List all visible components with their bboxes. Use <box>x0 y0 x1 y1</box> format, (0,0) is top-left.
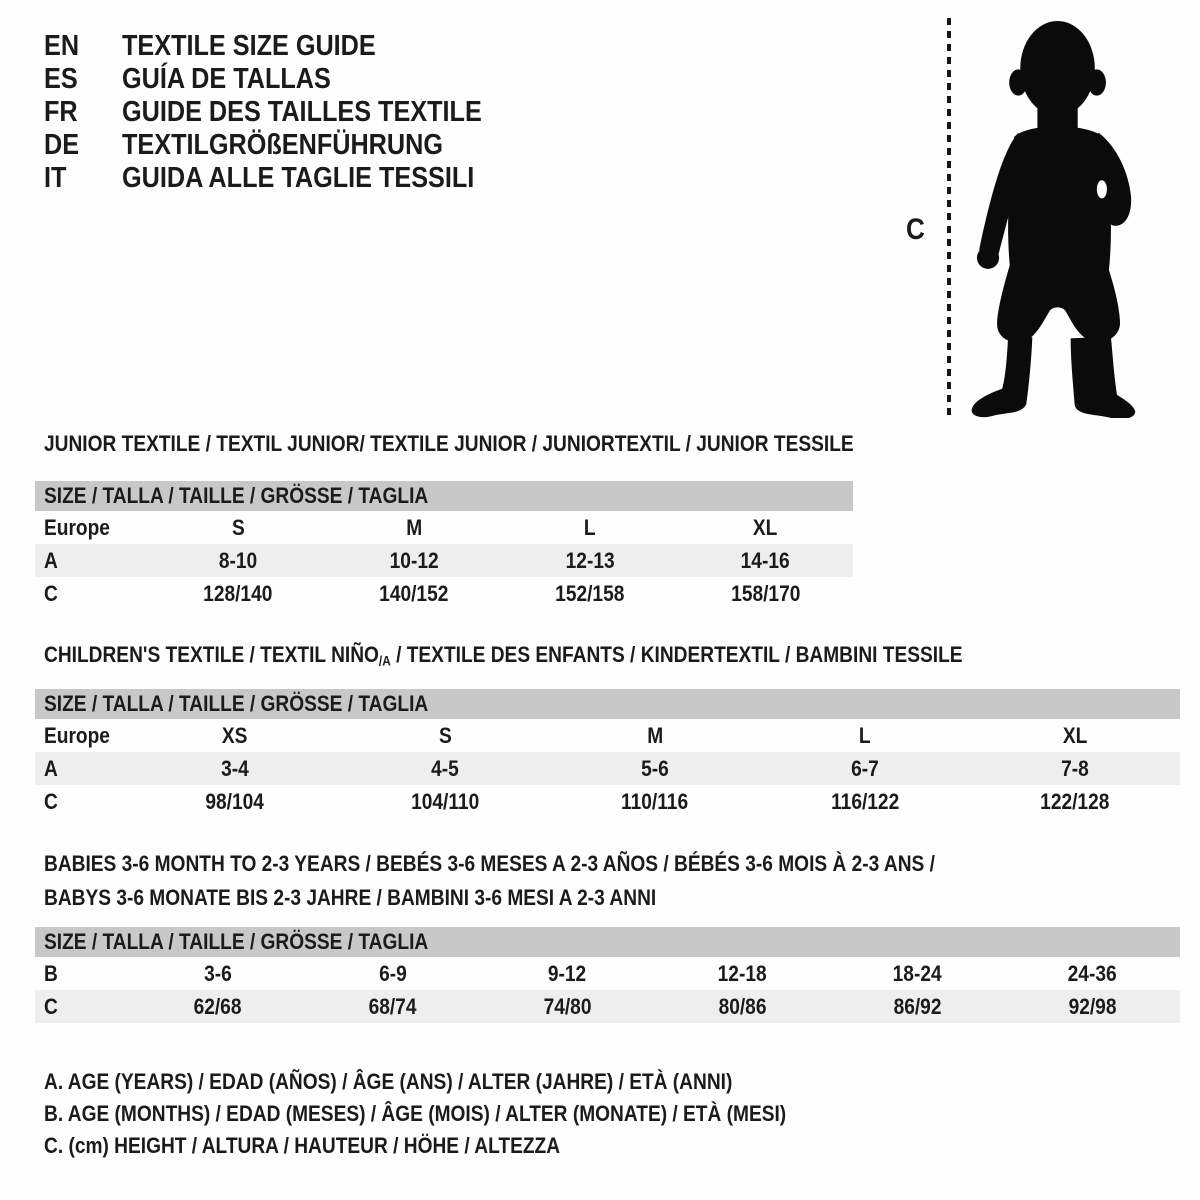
language-title: GUIDA ALLE TAGLIE TESSILI <box>122 162 475 194</box>
row-label-cell: B <box>44 960 58 986</box>
size-value-cell: 3-6 <box>203 960 232 986</box>
junior-size-table <box>35 481 853 610</box>
table-row <box>35 990 1180 1023</box>
size-value-cell: 122/128 <box>1040 788 1110 814</box>
table-size-header: SIZE / TALLA / TAILLE / GRÖSSE / TAGLIA <box>35 481 853 511</box>
size-value-cell: L <box>859 722 871 748</box>
language-code: DE <box>44 129 80 161</box>
toddler-silhouette-icon <box>962 20 1142 418</box>
legend <box>44 1066 897 1162</box>
size-value-cell: 74/80 <box>480 990 655 1023</box>
row-label-cell: Europe <box>44 514 110 540</box>
language-row <box>44 96 536 129</box>
size-value-cell: 104/110 <box>410 788 480 814</box>
size-value-cell: 4-5 <box>340 752 550 785</box>
section-title-children: CHILDREN'S TEXTILE / TEXTIL $NIÑO_{/A}$ / TEXTILE DES ENFANTS / KINDERTEXTIL / BAMBINI TESSILE <box>44 642 963 669</box>
size-value-cell: 3-4 <box>130 752 340 785</box>
language-code: FR <box>44 96 78 128</box>
language-row <box>44 63 536 96</box>
babies-size-table <box>35 927 1180 1023</box>
legend-line-b: B. AGE (MONTHS) / EDAD (MESES) / ÂGE (MOIS) / ALTER (MONATE) / ETÀ (MESI) <box>44 1101 787 1126</box>
children-size-table <box>35 689 1180 818</box>
language-code: IT <box>44 162 67 194</box>
size-value-cell: 14-16 <box>678 544 853 577</box>
size-value-cell: 152/158 <box>555 580 625 606</box>
height-measure-line <box>947 18 951 416</box>
size-value-cell: M <box>647 722 663 748</box>
language-title: GUÍA DE TALLAS <box>122 63 331 95</box>
size-value-cell: 110/116 <box>621 788 689 814</box>
nino-a-subscript: /A <box>378 653 391 669</box>
language-title-list <box>44 30 536 195</box>
size-value-cell: 12-18 <box>718 960 767 986</box>
size-value-cell: M <box>406 514 422 540</box>
language-row <box>44 129 536 162</box>
size-value-cell: 12-13 <box>502 544 678 577</box>
language-code: ES <box>44 63 78 95</box>
size-value-cell: 5-6 <box>550 752 760 785</box>
table-row <box>35 785 1180 818</box>
row-label-cell: C <box>35 990 130 1023</box>
row-label-cell: C <box>44 788 58 814</box>
size-value-cell: 62/68 <box>130 990 305 1023</box>
row-label-cell: A <box>35 544 150 577</box>
row-label-cell: C <box>44 580 58 606</box>
language-code: EN <box>44 30 80 62</box>
size-value-cell: 8-10 <box>150 544 326 577</box>
row-label-cell: A <box>35 752 130 785</box>
language-title: TEXTILGRÖßENFÜHRUNG <box>122 129 443 161</box>
size-value-cell: XL <box>1062 722 1088 748</box>
size-value-cell: 98/104 <box>205 788 265 814</box>
size-value-cell: S <box>231 514 245 540</box>
table-size-header: SIZE / TALLA / TAILLE / GRÖSSE / TAGLIA <box>35 689 1180 719</box>
language-row <box>44 162 536 195</box>
size-value-cell: 86/92 <box>830 990 1005 1023</box>
size-value-cell: 158/170 <box>730 580 801 606</box>
table-row <box>35 511 853 544</box>
size-value-cell: 24-36 <box>1068 960 1117 986</box>
language-title: TEXTILE SIZE GUIDE <box>122 30 376 62</box>
section-title-junior: JUNIOR TEXTILE / TEXTIL JUNIOR/ TEXTILE JUNIOR / JUNIORTEXTIL / JUNIOR TESSILE <box>44 431 854 456</box>
size-value-cell: XS <box>222 722 248 748</box>
size-value-cell: XL <box>753 514 778 540</box>
size-value-cell: 140/152 <box>379 580 449 606</box>
table-row <box>35 719 1180 752</box>
size-value-cell: 116/122 <box>830 788 900 814</box>
size-value-cell: 7-8 <box>970 752 1180 785</box>
size-value-cell: 80/86 <box>655 990 830 1023</box>
table-row <box>35 752 1180 785</box>
size-value-cell: L <box>584 514 596 540</box>
height-letter-label: C <box>906 213 925 246</box>
size-value-cell: 6-7 <box>760 752 970 785</box>
size-value-cell: 18-24 <box>893 960 942 986</box>
legend-line-c: C. (cm) HEIGHT / ALTURA / HAUTEUR / HÖHE / ALTEZZA <box>44 1133 561 1158</box>
table-row <box>35 957 1180 990</box>
section-title-babies: BABIES 3-6 MONTH TO 2-3 YEARS / BEBÉS 3-6 MESES A 2-3 AÑOS / BÉBÉS 3-6 MOIS À 2-3 ANS / BABYS 3-6 MONATE BIS 2-3 JAHRE / BAMBINI 3-6 MESI A 2-3 ANNI <box>44 851 935 910</box>
table-size-header: SIZE / TALLA / TAILLE / GRÖSSE / TAGLIA <box>35 927 1180 957</box>
size-value-cell: 10-12 <box>326 544 502 577</box>
size-value-cell: 128/140 <box>203 580 273 606</box>
size-value-cell: 92/98 <box>1005 990 1180 1023</box>
row-label-cell: Europe <box>44 722 110 748</box>
size-value-cell: 9-12 <box>548 960 587 986</box>
language-row <box>44 30 536 63</box>
table-row <box>35 544 853 577</box>
size-value-cell: 6-9 <box>378 960 407 986</box>
table-row <box>35 577 853 610</box>
language-title: GUIDE DES TAILLES TEXTILE <box>122 96 482 128</box>
size-value-cell: S <box>438 722 452 748</box>
size-value-cell: 68/74 <box>305 990 480 1023</box>
legend-line-a: A. AGE (YEARS) / EDAD (AÑOS) / ÂGE (ANS) / ALTER (JAHRE) / ETÀ (ANNI) <box>44 1069 733 1094</box>
